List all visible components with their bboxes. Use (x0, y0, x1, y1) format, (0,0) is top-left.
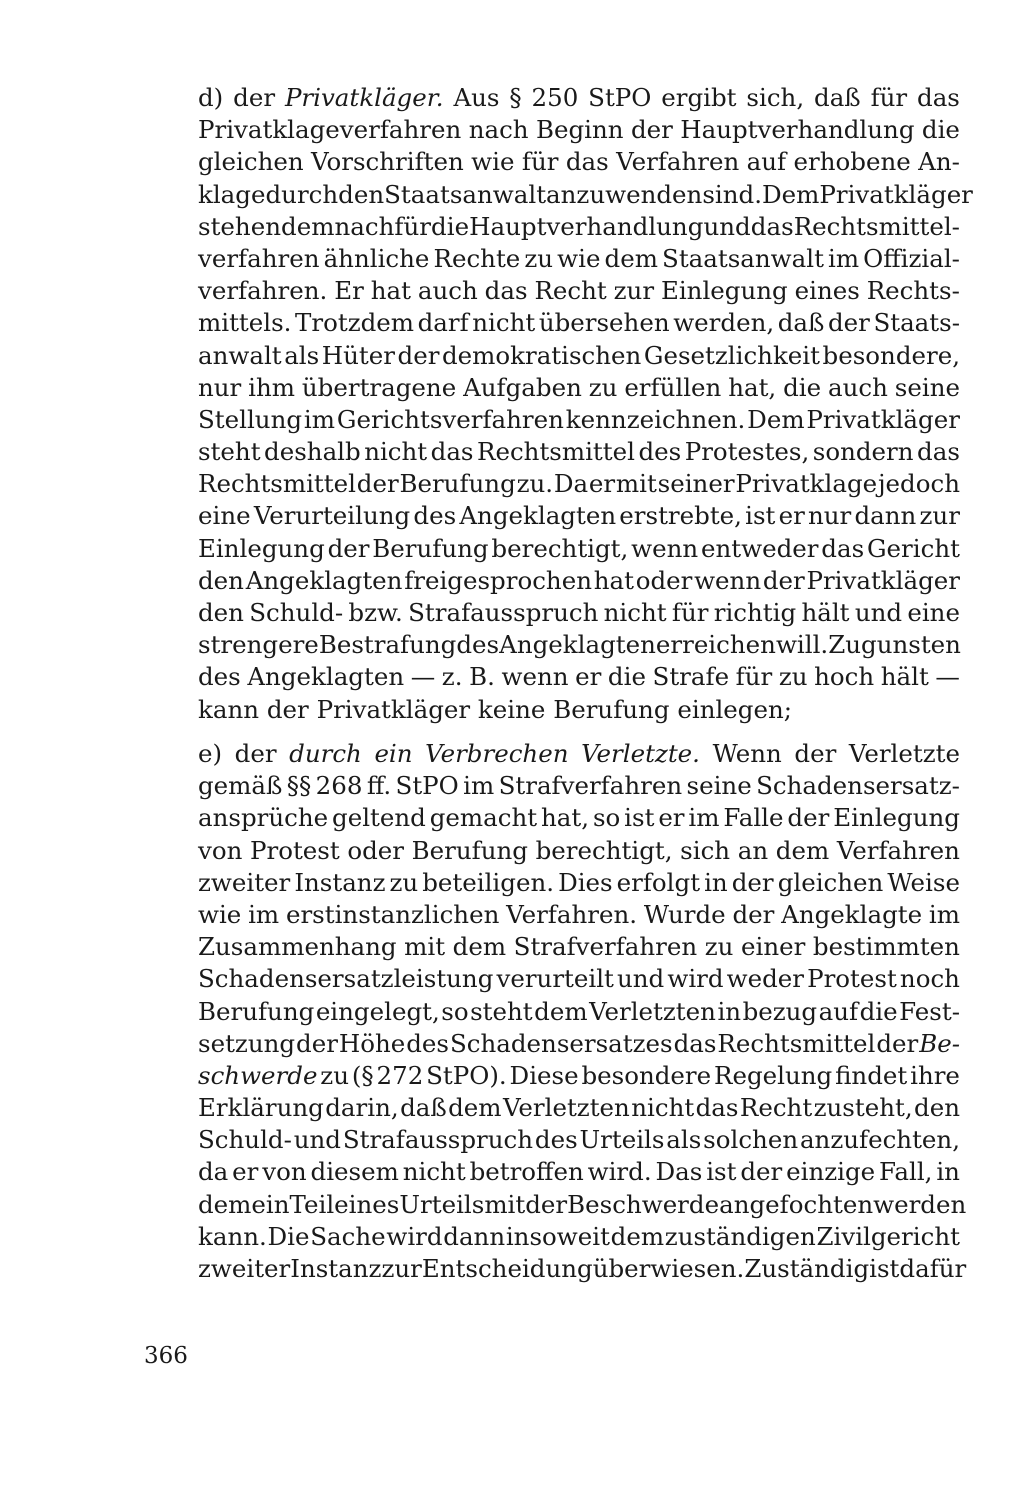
text-line: klage durch den Staatsanwalt anzuwenden sind. Dem Privatkläger (198, 179, 973, 209)
text-line: zweiter Instanz zu beteiligen. Dies erfolgt in der gleichen Weise (198, 867, 960, 897)
text-line: Einlegung der Berufung berechtigt, wenn entweder das Gericht (198, 533, 960, 563)
text-line: stehen demnach für die Hauptverhandlung und das Rechtsmittel- (198, 211, 960, 241)
text-line: mittels. Trotzdem darf nicht übersehen werden, daß der Staats- (198, 308, 960, 338)
text-line: dem ein Teil eines Urteils mit der Beschwerde angefochten werden (198, 1189, 967, 1219)
text-line: Schuld- und Strafausspruch des Urteils als solchen anzufechten, (198, 1125, 960, 1155)
text-line: eine Verurteilung des Angeklagten erstrebte, ist er nur dann zur (198, 501, 960, 531)
text-line: Schadensersatzleistung verurteilt und wird weder Protest noch (198, 964, 960, 994)
paragraph-d (198, 82, 973, 726)
text-line: verfahren ähnliche Rechte zu wie dem Staatsanwalt im Offizial- (198, 243, 960, 273)
text-line: nur ihm übertragene Aufgaben zu erfüllen hat, die auch seine (198, 372, 960, 402)
text-line: zweiter Instanz zur Entscheidung überwiesen. Zuständig ist dafür (198, 1254, 967, 1283)
text-line: kann. Die Sache wird dann insoweit dem zuständigen Zivilgericht (198, 1221, 960, 1251)
paragraph-e (198, 738, 967, 1285)
page-number: 366 (144, 1343, 188, 1369)
text-line: strengere Bestrafung des Angeklagten erreichen will. Zugunsten (198, 630, 961, 660)
text-line: Zusammenhang mit dem Strafverfahren zu einer bestimmten (198, 932, 960, 962)
text-line: von Protest oder Berufung berechtigt, sich an dem Verfahren (198, 835, 960, 865)
text-line: ansprüche geltend gemacht hat, so ist er im Falle der Einlegung (198, 803, 960, 833)
text-line: gemäß §§ 268 ff. StPO im Strafverfahren seine Schadensersatz- (198, 771, 960, 801)
text-line: Stellung im Gerichtsverfahren kennzeichnen. Dem Privatkläger (198, 404, 960, 434)
text-line: den Angeklagten freigesprochen hat oder wenn der Privatkläger (198, 565, 960, 595)
text-line: Berufung eingelegt, so steht dem Verletzten in bezug auf die Fest- (198, 996, 960, 1026)
text-line: steht deshalb nicht das Rechtsmittel des Protestes, sondern das (198, 437, 960, 467)
text-line: kann der Privatkläger keine Berufung einlegen; (198, 694, 793, 724)
text-line: anwalt als Hüter der demokratischen Gesetzlichkeit besondere, (198, 340, 960, 370)
text-line: schwerde zu (§ 272 StPO). Diese besondere Regelung findet ihre (198, 1060, 960, 1090)
text-line: wie im erstinstanzlichen Verfahren. Wurde der Angeklagte im (198, 899, 960, 929)
text-line: Rechtsmittel der Berufung zu. Da er mit seiner Privatklage jedoch (198, 469, 960, 499)
text-line: den Schuld- bzw. Strafausspruch nicht für richtig hält und eine (198, 598, 960, 627)
text-line: Erklärung darin, daß dem Verletzten nicht das Recht zusteht, den (198, 1093, 960, 1123)
text-line: Privatklageverfahren nach Beginn der Hauptverhandlung die (198, 115, 960, 145)
text-line: des Angeklagten — z. B. wenn er die Strafe für zu hoch hält — (198, 662, 960, 692)
text-line: verfahren. Er hat auch das Recht zur Einlegung eines Rechts- (198, 276, 960, 306)
text-line: gleichen Vorschriften wie für das Verfahren auf erhobene An- (198, 147, 960, 177)
text-line: setzung der Höhe des Schadensersatzes das Rechtsmittel der Be- (198, 1028, 960, 1058)
text-line: d) der Privatkläger. Aus § 250 StPO ergibt sich, daß für das (198, 83, 960, 112)
text-line: da er von diesem nicht betroffen wird. Das ist der einzige Fall, in (198, 1157, 960, 1187)
text-line: e) der durch ein Verbrechen Verletzte. Wenn der Verletzte (198, 739, 960, 768)
